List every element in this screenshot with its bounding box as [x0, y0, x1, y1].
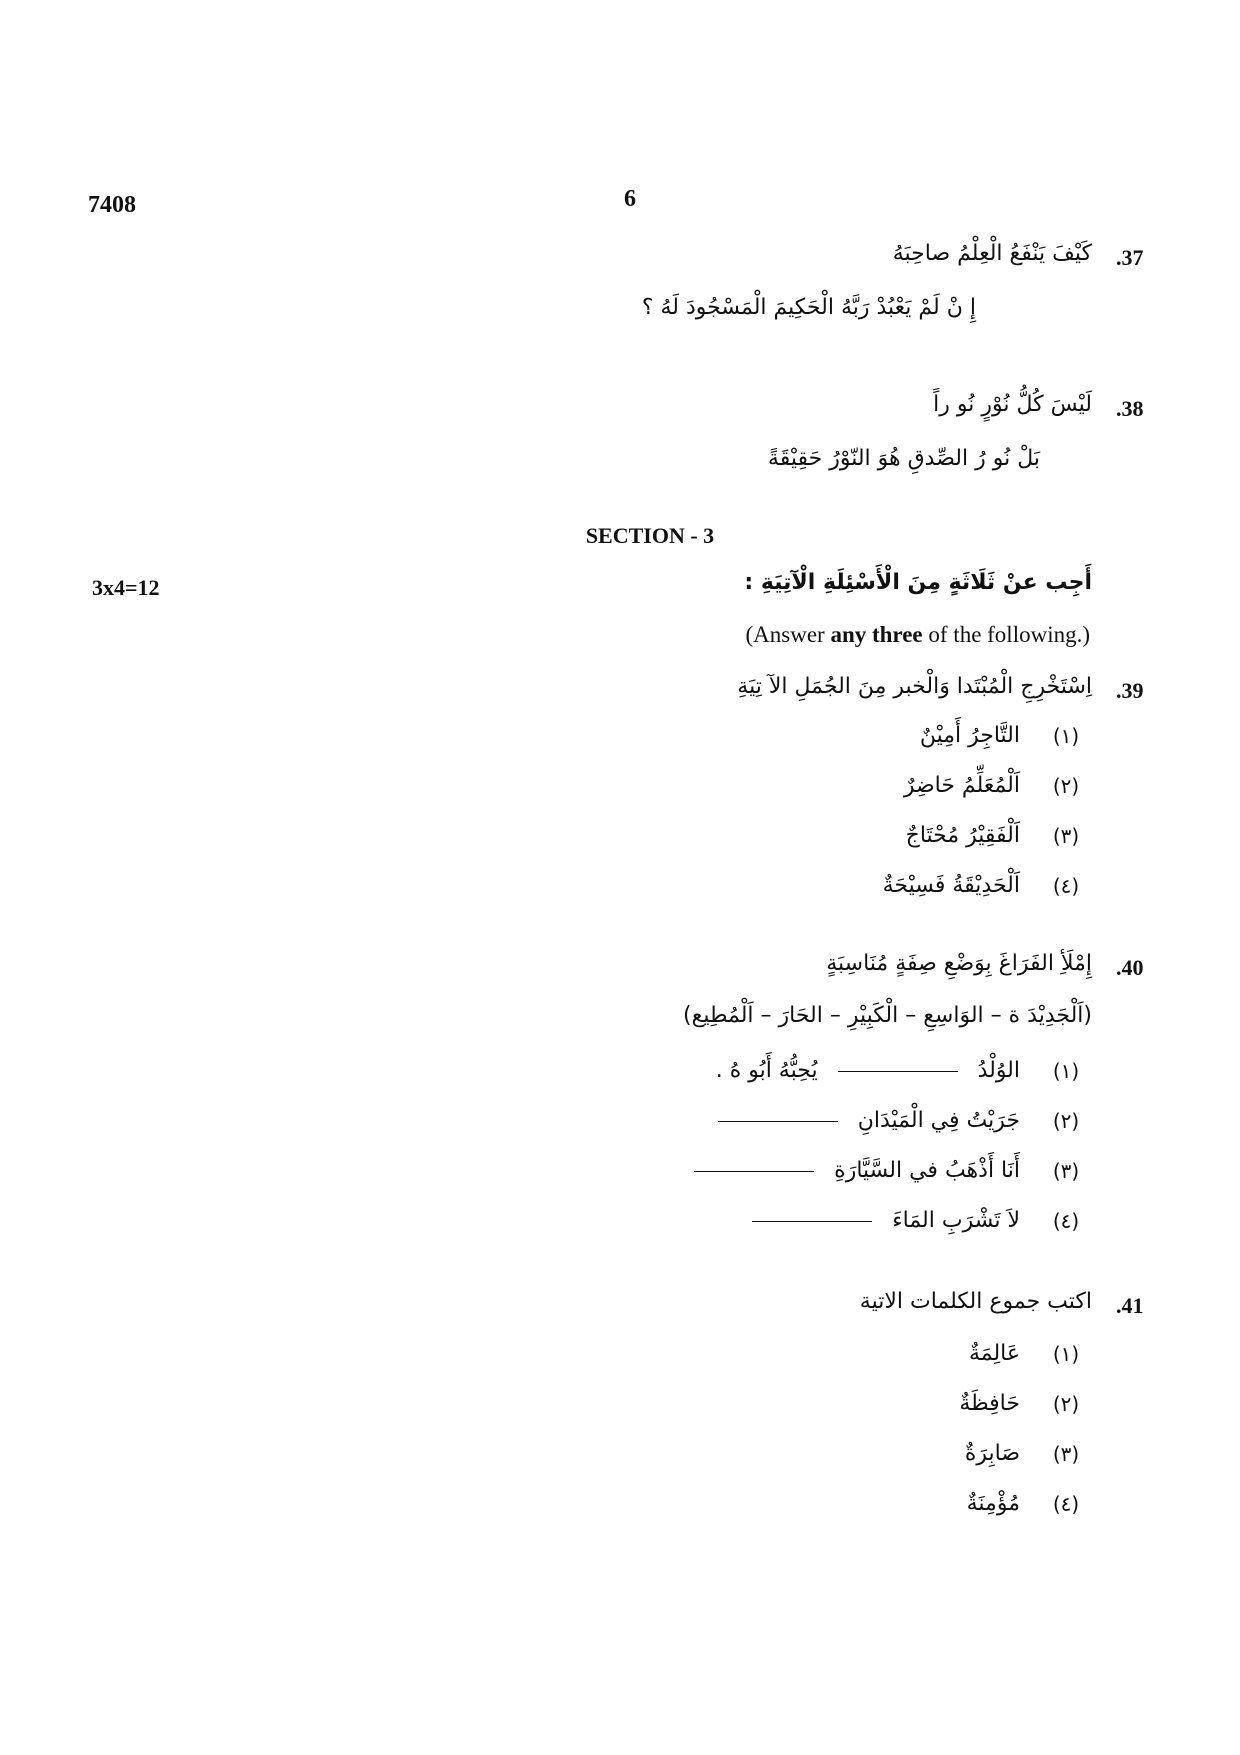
item-text: حَافِظَةٌ	[959, 1391, 1020, 1416]
page-number: 6	[624, 186, 636, 212]
q39-item-2	[904, 773, 1092, 798]
instruction-bold: any three	[830, 622, 923, 647]
q40-prompt: إِمْلَأِ الفَرَاغَ بِوَضْعِ صِفَةٍ مُنَاسِبَةٍ	[826, 951, 1092, 976]
section-instruction-english	[745, 622, 1090, 648]
item-text-before: جَرَيْتُ فِي الْمَيْدَانِ	[857, 1108, 1020, 1133]
item-text: اَلْمُعَلِّمُ حَاضِرٌ	[903, 773, 1020, 798]
fill-blank[interactable]	[838, 1070, 958, 1072]
item-marker: (١)	[1052, 1058, 1080, 1083]
q38-line2: بَلْ نُو رُ الصِّدقِ هُوَ النّوْرُ حَقِيْقَةً	[767, 446, 1040, 471]
q40-options: (اَلْجَدِيْدَ ة – الوَاسِعِ – الْكَبِيْرِ – الحَارَ – اَلْمُطِيع)	[683, 1003, 1092, 1028]
item-text: مُؤْمِنَةٌ	[966, 1491, 1020, 1516]
q39-item-1	[920, 723, 1092, 748]
item-marker: (٤)	[1052, 1491, 1080, 1516]
q37-line2: إِ نْ لَمْ يَعْبُدْ رَبَّهُ الْحَكِيمَ الْمَسْجُودَ لَهُ ؟	[641, 295, 976, 320]
instruction-close: of the following.)	[922, 622, 1090, 647]
fill-blank[interactable]	[752, 1220, 872, 1222]
q37-line1: كَيْفَ يَنْفَعُ الْعِلْمُ صاحِبَهُ	[892, 241, 1092, 266]
q41-prompt: اكتب جموع الكلمات الاتية	[859, 1289, 1092, 1314]
question-number-41: .41	[1116, 1293, 1144, 1318]
item-text-before: أَنَا أَذْهَبُ في السَّيَّارَةِ	[834, 1158, 1020, 1183]
item-text-after: يُحِبُّهُ أَبُو هُ .	[715, 1058, 818, 1083]
q41-item-4	[967, 1491, 1092, 1516]
q39-prompt: اِسْتَخْرِجِ الْمُبْتَدا وَالْخبر مِنَ الجُمَلِ الآ تِيَةِ	[737, 674, 1092, 699]
question-number-39: .39	[1116, 678, 1144, 703]
item-marker: (٤)	[1052, 1208, 1080, 1233]
q40-item-1	[716, 1058, 1092, 1083]
item-marker: (٢)	[1052, 1391, 1080, 1416]
item-marker: (١)	[1052, 723, 1080, 748]
question-number-38: .38	[1116, 396, 1144, 421]
item-marker: (٣)	[1052, 823, 1080, 848]
q39-item-3	[906, 823, 1092, 848]
q40-item-4	[752, 1208, 1092, 1233]
question-number-40: .40	[1116, 955, 1144, 980]
section-title: SECTION - 3	[585, 523, 715, 548]
paper-code: 7408	[88, 192, 136, 218]
item-marker: (٣)	[1052, 1441, 1080, 1466]
q39-item-4	[883, 873, 1092, 898]
item-marker: (٢)	[1052, 773, 1080, 798]
instruction-open: (Answer	[745, 622, 831, 647]
item-text: اَلْفَقِيْرُ مُحْتَاجٌ	[905, 823, 1020, 848]
section-instruction-arabic: أَجِب عنْ ثَلَاثَةٍ مِنَ الْأَسْئِلَةِ الْآتِيَةِ :	[744, 570, 1092, 595]
item-marker: (٤)	[1052, 873, 1080, 898]
item-marker: (٣)	[1052, 1158, 1080, 1183]
item-text-before: الوُلْدُ	[977, 1058, 1020, 1083]
item-marker: (١)	[1052, 1341, 1080, 1366]
q38-line1: لَيْسَ كُلُّ نُوْرٍ نُو راً	[933, 392, 1092, 417]
item-text: صَابِرَةٌ	[964, 1441, 1020, 1466]
q41-item-3	[965, 1441, 1092, 1466]
question-number-37: .37	[1116, 245, 1144, 270]
item-marker: (٢)	[1052, 1108, 1080, 1133]
q41-item-2	[959, 1391, 1092, 1416]
item-text: عَالِمَةٌ	[968, 1341, 1020, 1366]
fill-blank[interactable]	[718, 1120, 838, 1122]
section-marks: 3x4=12	[92, 575, 160, 600]
q40-item-3	[694, 1158, 1092, 1183]
q41-item-1	[969, 1341, 1092, 1366]
item-text-before: لاَ تَشْرَبِ المَاءَ	[892, 1208, 1020, 1233]
item-text: التَّاجِرُ أَمِيْنٌ	[919, 723, 1020, 748]
q40-item-2	[718, 1108, 1092, 1133]
fill-blank[interactable]	[694, 1170, 814, 1172]
item-text: اَلْحَدِيْقَةُ فَسِيْحَةٌ	[882, 873, 1020, 898]
